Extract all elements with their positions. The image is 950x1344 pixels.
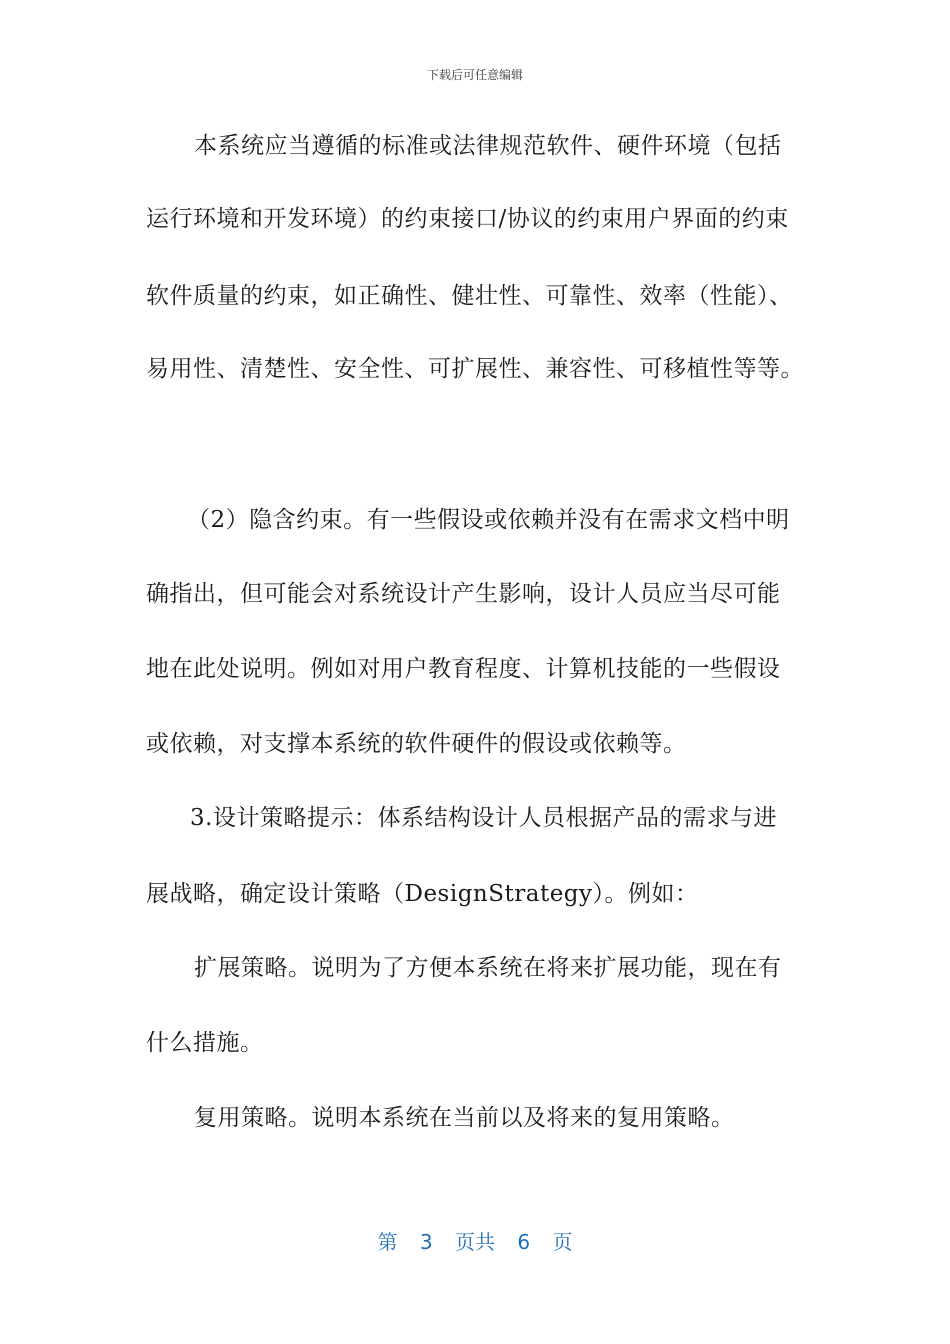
text-line: 什么措施。 <box>146 1030 264 1056</box>
text-line: 确指出，但可能会对系统设计产生影响，设计人员应当尽可能 <box>146 581 781 607</box>
page-mid: 页共 <box>455 1230 495 1254</box>
text-line: 扩展策略。说明为了方便本系统在将来扩展功能，现在有 <box>194 955 782 981</box>
page-suffix: 页 <box>552 1230 573 1254</box>
text-line: 地在此处说明。例如对用户教育程度、计算机技能的一些假设 <box>146 656 781 682</box>
text-line: 展战略，确定设计策略（DesignStrategy）。例如： <box>146 881 699 907</box>
text-line: 本系统应当遵循的标准或法律规范软件、硬件环境（包括 <box>194 133 782 159</box>
text-line: （2）隐含约束。有一些假设或依赖并没有在需求文档中明 <box>187 507 790 533</box>
text-line: 软件质量的约束，如正确性、健壮性、可靠性、效率（性能）、 <box>146 283 793 309</box>
page-footer <box>0 1226 950 1255</box>
text-line: 易用性、清楚性、安全性、可扩展性、兼容性、可移植性等等。 <box>146 356 804 382</box>
page-prefix: 第 <box>377 1230 398 1254</box>
header-note: 下载后可任意编辑 <box>426 68 523 82</box>
text-line: 3.设计策略提示：体系结构设计人员根据产品的需求与进 <box>190 805 777 831</box>
text-line: 或依赖，对支撑本系统的软件硬件的假设或依赖等。 <box>146 731 687 757</box>
text-line: 运行环境和开发环境）的约束接口/协议的约束用户界面的约束 <box>146 206 789 232</box>
text-line: 复用策略。说明本系统在当前以及将来的复用策略。 <box>194 1105 735 1131</box>
total-pages-number: 6 <box>517 1230 531 1254</box>
current-page-number: 3 <box>419 1230 433 1254</box>
